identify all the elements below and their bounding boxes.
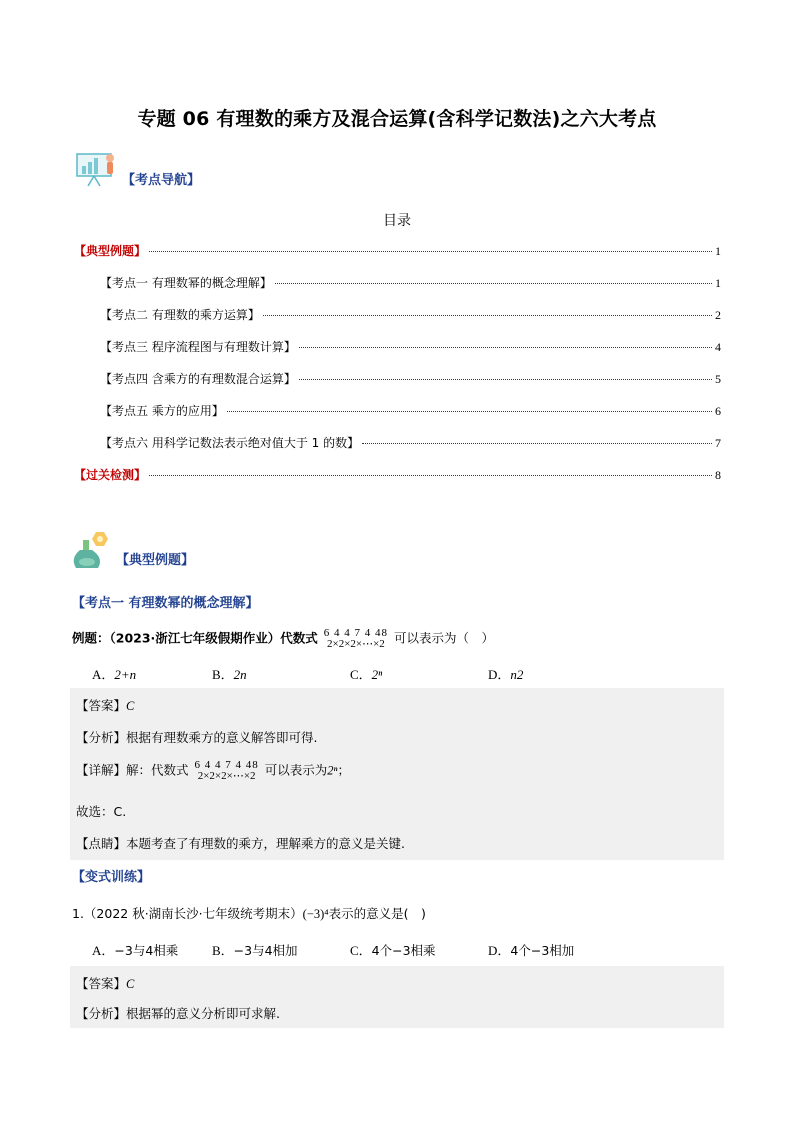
option-text: n2 [510, 667, 524, 682]
flask-icon [70, 530, 114, 572]
practice-q1-suffix: 表示的意义是( ) [328, 906, 426, 921]
option-a [92, 664, 136, 683]
answer-line [76, 696, 134, 714]
toc-item-page: 8 [715, 468, 721, 482]
option-letter: C． [350, 667, 372, 682]
analysis-text: 根据有理数乘方的意义解答即可得. [126, 730, 318, 745]
practice-answer-value: C [126, 977, 135, 991]
detail-fraction-numerator: 6 4 4 7 4 48 [194, 759, 259, 771]
toc-item-page: 5 [715, 372, 721, 386]
detail-result: 2ⁿ [327, 763, 338, 778]
toc-leader-dots [299, 379, 712, 380]
detail-fraction [195, 760, 259, 782]
option-letter: A． [92, 943, 115, 958]
practice-q1-expr: (−3)⁴ [302, 907, 329, 921]
option-c [350, 940, 436, 959]
option-letter: D． [488, 667, 511, 682]
toc-leader-dots [227, 411, 712, 412]
practice-analysis-text: 根据幂的意义分析即可求解. [126, 1006, 280, 1021]
fraction-numerator: 6 4 4 7 4 48 [323, 627, 389, 639]
option-text: 2+n [114, 667, 137, 682]
toc-leader-dots [149, 475, 712, 476]
toc-leader-dots [299, 347, 712, 348]
question-prefix: 例题：（2023·浙江七年级假期作业）代数式 [72, 630, 318, 646]
option-letter: C． [350, 943, 372, 958]
toc-item[interactable] [100, 274, 721, 292]
option-letter: B． [212, 943, 234, 958]
comment-text: 本题考查了有理数的乘方，理解乘方的意义是关键. [126, 836, 405, 851]
toc-leader-dots [263, 315, 712, 316]
toc-item-label: 【考点一 有理数幂的概念理解】 [100, 276, 272, 290]
example-answer-box [70, 688, 724, 860]
nav-section-head [74, 148, 200, 188]
practice-analysis-line [76, 1004, 280, 1022]
detail-end: ； [337, 762, 350, 778]
analysis-label: 【分析】 [76, 730, 127, 745]
toc-item[interactable] [100, 370, 721, 388]
presentation-board-icon [74, 148, 118, 188]
option-text: 4个−3相乘 [371, 943, 436, 958]
example-question [72, 628, 494, 650]
toc-item-label: 【过关检测】 [74, 468, 147, 482]
comment-line [76, 834, 405, 852]
answer-value: C [126, 699, 135, 713]
option-c [350, 664, 382, 683]
toc-item[interactable] [74, 242, 721, 260]
option-letter: B． [212, 667, 234, 682]
option-b [212, 940, 298, 959]
examples-section-head [70, 530, 194, 572]
toc-item-page: 6 [715, 404, 721, 418]
toc-item[interactable] [100, 402, 721, 420]
fraction-denominator: 2×2×2×⋯×2 [326, 638, 385, 650]
practice-answer-box [70, 966, 724, 1028]
toc-item[interactable] [100, 434, 721, 452]
nav-label: 【考点导航】 [122, 173, 201, 188]
toc-heading: 目录 [383, 213, 411, 229]
toc-leader-dots [362, 443, 712, 444]
toc-item-label: 【考点五 乘方的应用】 [100, 404, 224, 418]
option-text: 4个−3相加 [510, 943, 575, 958]
toc-item-page: 1 [715, 276, 721, 290]
option-letter: D． [488, 943, 511, 958]
practice-q1-prefix: 1.（2022 秋·湖南长沙·七年级统考期末） [72, 906, 303, 921]
topic1-heading: 【考点一 有理数幂的概念理解】 [72, 596, 259, 611]
analysis-line [76, 728, 318, 746]
page-title: 专题 06 有理数的乘方及混合运算(含科学记数法)之六大考点 [137, 108, 657, 130]
toc-item-page: 2 [715, 308, 721, 322]
option-b [212, 664, 247, 683]
detail-suffix: 可以表示为 [264, 762, 328, 778]
option-a [92, 940, 178, 959]
toc-item-label: 【考点二 有理数的乘方运算】 [100, 308, 260, 322]
option-text: 2ⁿ [371, 667, 383, 682]
fraction-expression [324, 628, 388, 650]
toc-item[interactable] [100, 306, 721, 324]
toc-item-label: 【考点三 程序流程图与有理数计算】 [100, 340, 296, 354]
choice-line: 故选：C. [76, 804, 127, 819]
practice-analysis-label: 【分析】 [76, 1006, 127, 1021]
practice-question-1 [72, 904, 426, 922]
practice-answer-line [76, 974, 134, 992]
detail-label: 【详解】 [76, 762, 127, 778]
detail-line [76, 760, 350, 782]
option-d [488, 940, 574, 959]
option-d [488, 664, 523, 683]
toc-item-label: 【考点六 用科学记数法表示绝对值大于 1 的数】 [100, 436, 360, 450]
toc-item[interactable] [100, 338, 721, 356]
toc-leader-dots [149, 251, 712, 252]
detail-prefix: 解：代数式 [126, 762, 189, 778]
toc-item-label: 【考点四 含乘方的有理数混合运算】 [100, 372, 296, 386]
toc-item[interactable] [74, 466, 721, 484]
toc-item-page: 1 [715, 244, 721, 258]
toc-item-label: 【典型例题】 [74, 244, 147, 258]
toc-leader-dots [275, 283, 712, 284]
practice-heading: 【变式训练】 [72, 870, 151, 885]
answer-label: 【答案】 [76, 698, 127, 713]
option-text: 2n [233, 667, 247, 682]
toc-item-page: 4 [715, 340, 721, 354]
comment-label: 【点睛】 [76, 836, 127, 851]
option-letter: A． [92, 667, 115, 682]
option-text: −3与4相乘 [114, 943, 179, 958]
question-suffix: 可以表示为（ ） [394, 630, 495, 646]
practice-answer-label: 【答案】 [76, 976, 127, 991]
detail-fraction-denominator: 2×2×2×⋯×2 [197, 770, 256, 782]
toc-item-page: 7 [715, 436, 721, 450]
examples-label: 【典型例题】 [116, 553, 195, 568]
option-text: −3与4相加 [233, 943, 298, 958]
